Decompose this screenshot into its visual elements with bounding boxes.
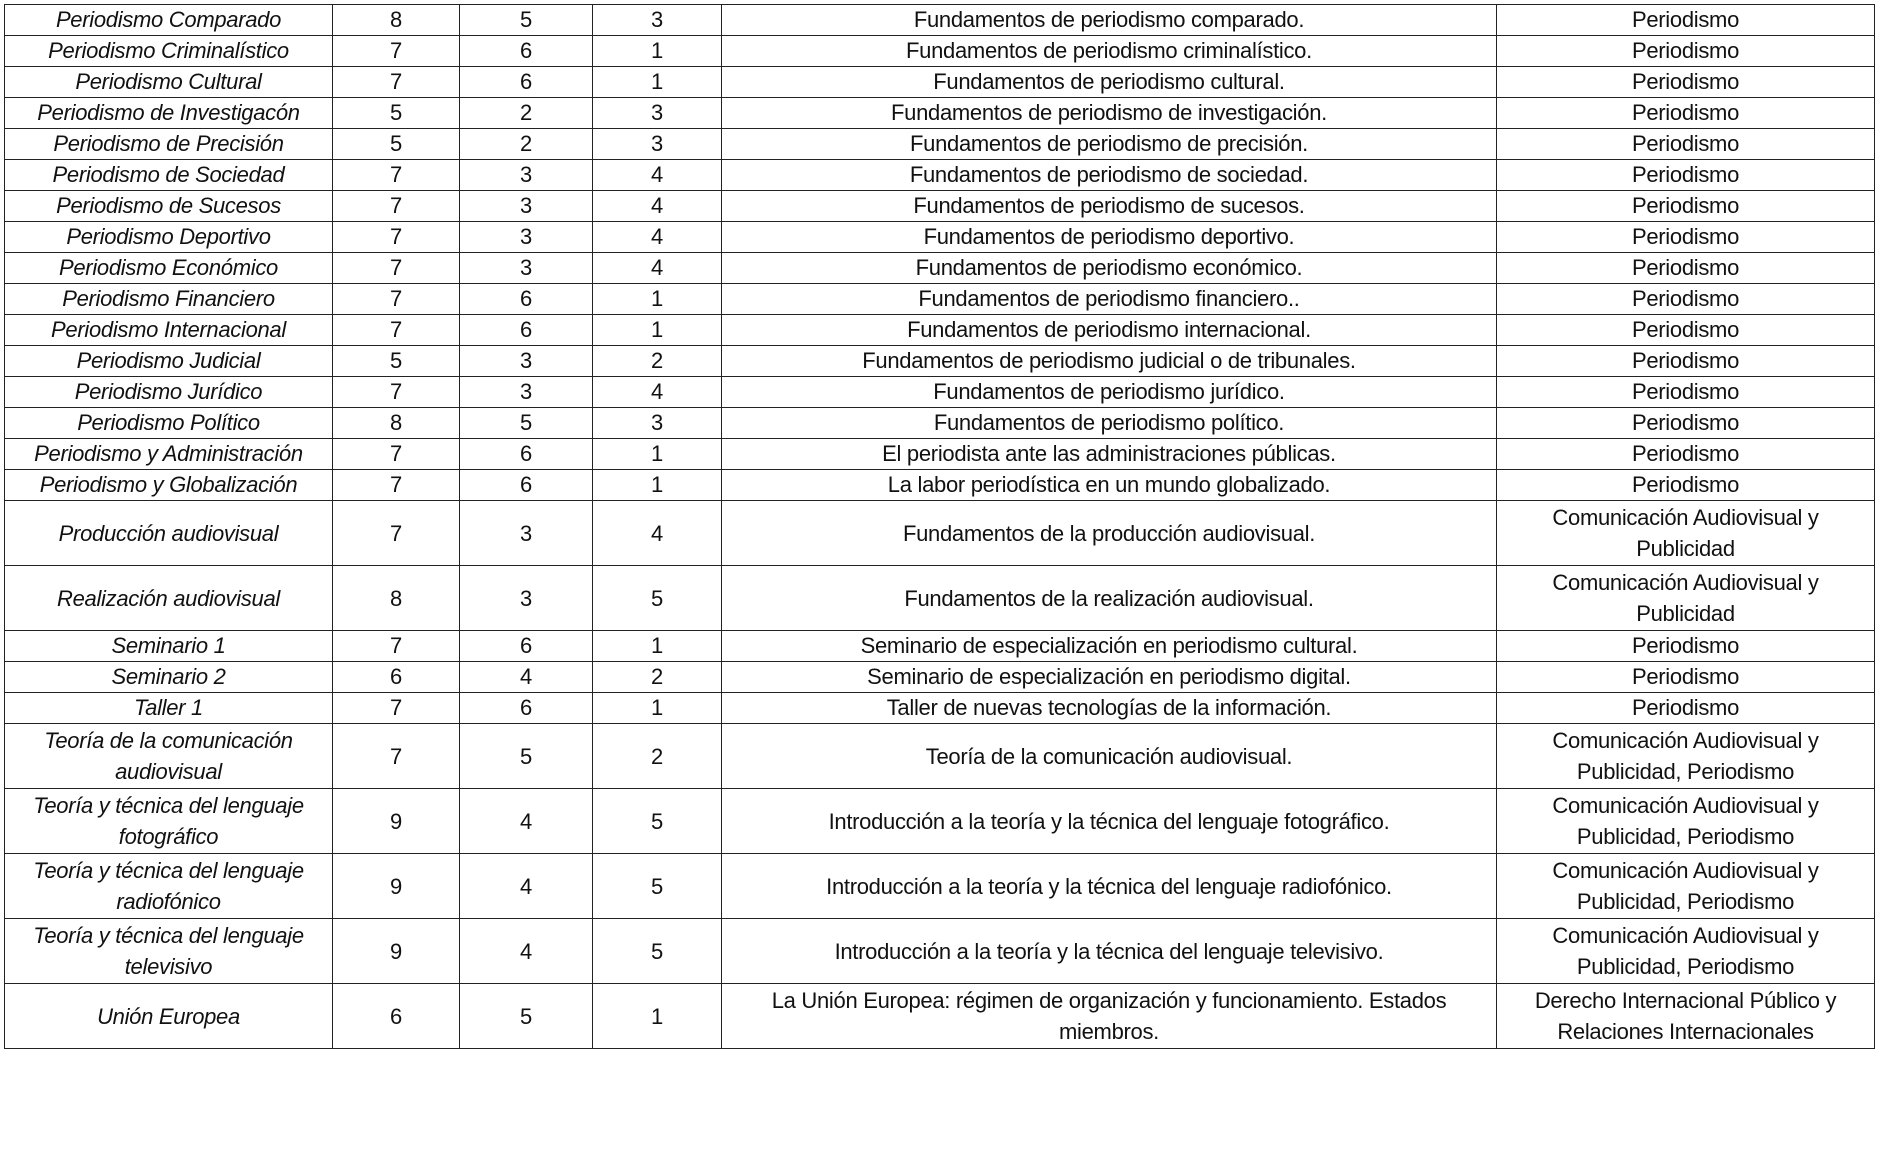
value-b-cell: 5	[460, 5, 593, 36]
table-row	[5, 67, 1875, 98]
area-cell: Periodismo	[1497, 160, 1875, 191]
value-a-cell: 7	[333, 470, 460, 501]
table-row	[5, 693, 1875, 724]
value-a-cell: 7	[333, 315, 460, 346]
value-a-cell: 5	[333, 129, 460, 160]
description-cell: Introducción a la teoría y la técnica del lenguaje radiofónico.	[722, 854, 1497, 919]
value-c-cell: 1	[593, 693, 722, 724]
description-cell: Fundamentos de periodismo de sociedad.	[722, 160, 1497, 191]
table-row	[5, 439, 1875, 470]
area-cell: Periodismo	[1497, 191, 1875, 222]
value-c-cell: 5	[593, 789, 722, 854]
value-b-cell: 3	[460, 346, 593, 377]
course-name-cell: Periodismo Económico	[5, 253, 333, 284]
value-c-cell: 5	[593, 919, 722, 984]
value-c-cell: 2	[593, 724, 722, 789]
value-b-cell: 3	[460, 191, 593, 222]
value-c-cell: 4	[593, 191, 722, 222]
value-b-cell: 2	[460, 129, 593, 160]
table-row	[5, 377, 1875, 408]
value-c-cell: 4	[593, 160, 722, 191]
table-row	[5, 408, 1875, 439]
value-a-cell: 6	[333, 984, 460, 1049]
course-name-cell: Periodismo Comparado	[5, 5, 333, 36]
description-cell: Fundamentos de periodismo financiero..	[722, 284, 1497, 315]
value-a-cell: 7	[333, 724, 460, 789]
area-cell: Derecho Internacional Público y Relaciones Internacionales	[1497, 984, 1875, 1049]
course-name-cell: Producción audiovisual	[5, 501, 333, 566]
area-cell: Comunicación Audiovisual y Publicidad	[1497, 501, 1875, 566]
course-name-cell: Realización audiovisual	[5, 566, 333, 631]
value-b-cell: 6	[460, 36, 593, 67]
value-b-cell: 5	[460, 984, 593, 1049]
course-name-cell: Teoría de la comunicación audiovisual	[5, 724, 333, 789]
area-cell: Periodismo	[1497, 36, 1875, 67]
value-a-cell: 7	[333, 377, 460, 408]
description-cell: Fundamentos de periodismo judicial o de tribunales.	[722, 346, 1497, 377]
value-a-cell: 7	[333, 284, 460, 315]
table-row	[5, 315, 1875, 346]
table-row	[5, 854, 1875, 919]
value-a-cell: 7	[333, 253, 460, 284]
description-cell: Teoría de la comunicación audiovisual.	[722, 724, 1497, 789]
course-name-cell: Periodismo Criminalístico	[5, 36, 333, 67]
description-cell: Taller de nuevas tecnologías de la información.	[722, 693, 1497, 724]
value-a-cell: 8	[333, 5, 460, 36]
value-b-cell: 3	[460, 501, 593, 566]
value-c-cell: 5	[593, 854, 722, 919]
area-cell: Comunicación Audiovisual y Publicidad, Periodismo	[1497, 724, 1875, 789]
area-cell: Comunicación Audiovisual y Publicidad	[1497, 566, 1875, 631]
value-b-cell: 6	[460, 470, 593, 501]
course-name-cell: Periodismo de Sucesos	[5, 191, 333, 222]
description-cell: La Unión Europea: régimen de organización y funcionamiento. Estados miembros.	[722, 984, 1497, 1049]
area-cell: Comunicación Audiovisual y Publicidad, Periodismo	[1497, 789, 1875, 854]
course-name-cell: Periodismo y Globalización	[5, 470, 333, 501]
value-c-cell: 3	[593, 5, 722, 36]
value-a-cell: 8	[333, 408, 460, 439]
value-a-cell: 5	[333, 346, 460, 377]
description-cell: Fundamentos de periodismo político.	[722, 408, 1497, 439]
course-name-cell: Periodismo y Administración	[5, 439, 333, 470]
value-b-cell: 6	[460, 439, 593, 470]
area-cell: Periodismo	[1497, 253, 1875, 284]
value-c-cell: 3	[593, 129, 722, 160]
course-name-cell: Seminario 1	[5, 631, 333, 662]
value-b-cell: 4	[460, 919, 593, 984]
value-a-cell: 7	[333, 501, 460, 566]
value-c-cell: 1	[593, 67, 722, 98]
value-a-cell: 7	[333, 222, 460, 253]
area-cell: Periodismo	[1497, 346, 1875, 377]
course-name-cell: Periodismo Internacional	[5, 315, 333, 346]
description-cell: Fundamentos de periodismo deportivo.	[722, 222, 1497, 253]
description-cell: Introducción a la teoría y la técnica del lenguaje fotográfico.	[722, 789, 1497, 854]
value-c-cell: 1	[593, 984, 722, 1049]
area-cell: Periodismo	[1497, 377, 1875, 408]
table-row	[5, 191, 1875, 222]
area-cell: Periodismo	[1497, 315, 1875, 346]
value-b-cell: 3	[460, 160, 593, 191]
course-name-cell: Seminario 2	[5, 662, 333, 693]
table-row	[5, 631, 1875, 662]
area-cell: Periodismo	[1497, 662, 1875, 693]
course-name-cell: Teoría y técnica del lenguaje televisivo	[5, 919, 333, 984]
value-b-cell: 6	[460, 284, 593, 315]
value-c-cell: 1	[593, 284, 722, 315]
value-c-cell: 1	[593, 631, 722, 662]
description-cell: Fundamentos de periodismo de precisión.	[722, 129, 1497, 160]
value-a-cell: 7	[333, 191, 460, 222]
description-cell: Seminario de especialización en periodismo digital.	[722, 662, 1497, 693]
value-b-cell: 5	[460, 408, 593, 439]
value-c-cell: 4	[593, 501, 722, 566]
value-c-cell: 1	[593, 470, 722, 501]
area-cell: Comunicación Audiovisual y Publicidad, Periodismo	[1497, 919, 1875, 984]
table-row	[5, 789, 1875, 854]
course-name-cell: Periodismo Cultural	[5, 67, 333, 98]
area-cell: Periodismo	[1497, 693, 1875, 724]
area-cell: Periodismo	[1497, 67, 1875, 98]
course-name-cell: Periodismo Jurídico	[5, 377, 333, 408]
value-c-cell: 5	[593, 566, 722, 631]
value-a-cell: 5	[333, 98, 460, 129]
description-cell: Introducción a la teoría y la técnica del lenguaje televisivo.	[722, 919, 1497, 984]
table-row	[5, 98, 1875, 129]
course-name-cell: Periodismo de Sociedad	[5, 160, 333, 191]
table-row	[5, 222, 1875, 253]
table-row	[5, 284, 1875, 315]
value-c-cell: 4	[593, 253, 722, 284]
value-a-cell: 9	[333, 854, 460, 919]
area-cell: Periodismo	[1497, 439, 1875, 470]
value-a-cell: 7	[333, 160, 460, 191]
value-b-cell: 6	[460, 315, 593, 346]
description-cell: Fundamentos de periodismo criminalístico.	[722, 36, 1497, 67]
description-cell: Fundamentos de periodismo económico.	[722, 253, 1497, 284]
value-b-cell: 6	[460, 693, 593, 724]
value-c-cell: 4	[593, 222, 722, 253]
course-name-cell: Periodismo Financiero	[5, 284, 333, 315]
value-a-cell: 7	[333, 439, 460, 470]
value-c-cell: 3	[593, 98, 722, 129]
table-row	[5, 5, 1875, 36]
value-b-cell: 2	[460, 98, 593, 129]
table-row	[5, 470, 1875, 501]
table-row	[5, 160, 1875, 191]
table-row	[5, 662, 1875, 693]
value-b-cell: 4	[460, 854, 593, 919]
value-c-cell: 3	[593, 408, 722, 439]
value-c-cell: 1	[593, 315, 722, 346]
description-cell: La labor periodística en un mundo globalizado.	[722, 470, 1497, 501]
value-a-cell: 9	[333, 789, 460, 854]
area-cell: Periodismo	[1497, 408, 1875, 439]
table-row	[5, 346, 1875, 377]
value-c-cell: 4	[593, 377, 722, 408]
value-a-cell: 7	[333, 631, 460, 662]
course-name-cell: Periodismo Deportivo	[5, 222, 333, 253]
description-cell: Fundamentos de periodismo comparado.	[722, 5, 1497, 36]
value-a-cell: 7	[333, 36, 460, 67]
value-a-cell: 8	[333, 566, 460, 631]
table-row	[5, 984, 1875, 1049]
course-name-cell: Taller 1	[5, 693, 333, 724]
description-cell: Fundamentos de periodismo jurídico.	[722, 377, 1497, 408]
course-name-cell: Periodismo de Precisión	[5, 129, 333, 160]
area-cell: Periodismo	[1497, 98, 1875, 129]
table-row	[5, 253, 1875, 284]
course-name-cell: Periodismo Judicial	[5, 346, 333, 377]
description-cell: Fundamentos de periodismo cultural.	[722, 67, 1497, 98]
value-a-cell: 6	[333, 662, 460, 693]
table-row	[5, 129, 1875, 160]
value-c-cell: 1	[593, 36, 722, 67]
course-table	[4, 4, 1875, 1049]
course-name-cell: Periodismo de Investigacón	[5, 98, 333, 129]
value-b-cell: 4	[460, 662, 593, 693]
value-b-cell: 6	[460, 67, 593, 98]
value-b-cell: 4	[460, 789, 593, 854]
table-row	[5, 566, 1875, 631]
value-b-cell: 3	[460, 222, 593, 253]
value-b-cell: 3	[460, 377, 593, 408]
description-cell: Fundamentos de periodismo de sucesos.	[722, 191, 1497, 222]
value-a-cell: 7	[333, 67, 460, 98]
area-cell: Periodismo	[1497, 5, 1875, 36]
value-b-cell: 3	[460, 253, 593, 284]
description-cell: Fundamentos de periodismo internacional.	[722, 315, 1497, 346]
description-cell: El periodista ante las administraciones públicas.	[722, 439, 1497, 470]
course-name-cell: Unión Europea	[5, 984, 333, 1049]
area-cell: Periodismo	[1497, 631, 1875, 662]
course-name-cell: Periodismo Político	[5, 408, 333, 439]
table-row	[5, 724, 1875, 789]
area-cell: Periodismo	[1497, 222, 1875, 253]
area-cell: Periodismo	[1497, 284, 1875, 315]
area-cell: Comunicación Audiovisual y Publicidad, Periodismo	[1497, 854, 1875, 919]
table-row	[5, 501, 1875, 566]
value-b-cell: 3	[460, 566, 593, 631]
description-cell: Fundamentos de periodismo de investigación.	[722, 98, 1497, 129]
table-row	[5, 919, 1875, 984]
description-cell: Seminario de especialización en periodismo cultural.	[722, 631, 1497, 662]
table-row	[5, 36, 1875, 67]
value-b-cell: 6	[460, 631, 593, 662]
value-b-cell: 5	[460, 724, 593, 789]
area-cell: Periodismo	[1497, 470, 1875, 501]
value-c-cell: 1	[593, 439, 722, 470]
value-c-cell: 2	[593, 346, 722, 377]
course-name-cell: Teoría y técnica del lenguaje fotográfico	[5, 789, 333, 854]
area-cell: Periodismo	[1497, 129, 1875, 160]
course-name-cell: Teoría y técnica del lenguaje radiofónico	[5, 854, 333, 919]
description-cell: Fundamentos de la realización audiovisual.	[722, 566, 1497, 631]
value-a-cell: 7	[333, 693, 460, 724]
description-cell: Fundamentos de la producción audiovisual.	[722, 501, 1497, 566]
value-a-cell: 9	[333, 919, 460, 984]
value-c-cell: 2	[593, 662, 722, 693]
